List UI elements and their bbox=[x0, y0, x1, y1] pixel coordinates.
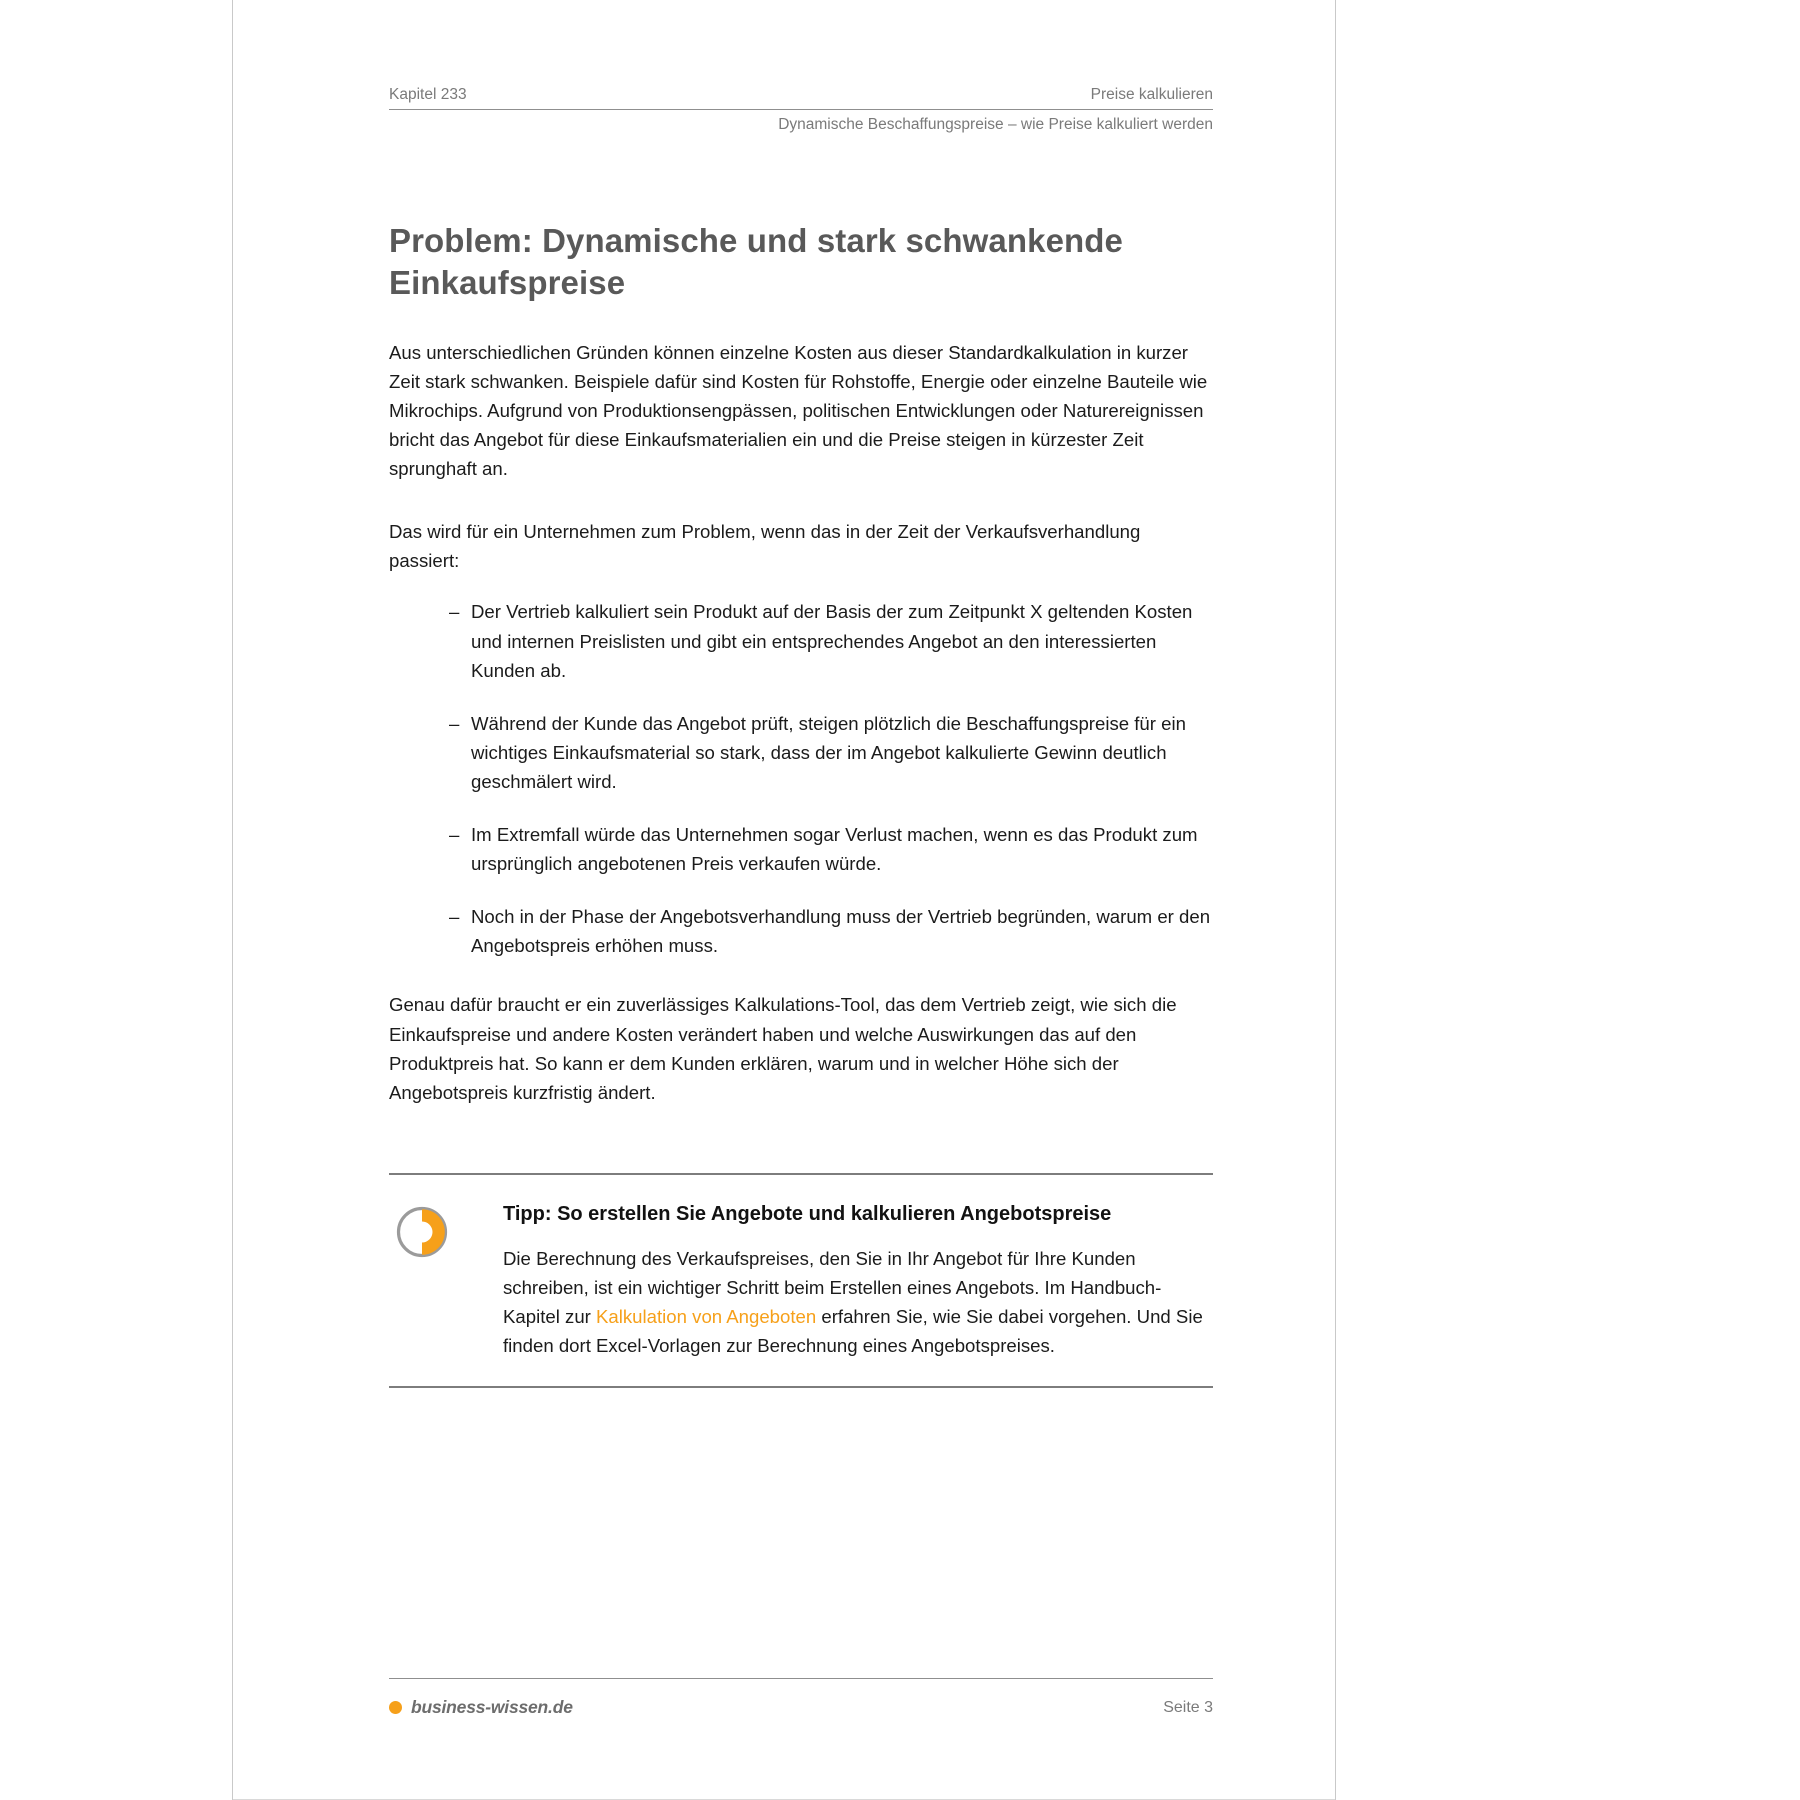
paragraph-closing: Genau dafür braucht er ein zuverlässiges Kalkulations-Tool, das dem Vertrieb zeigt, wie sich die Einkaufspreise und andere Kosten verändert haben und welche Auswirkungen das auf den Produktpreis hat. So kann er dem Kunden erklären, warum und in welcher Höhe sich der Angebotspreis kurzfristig ändert. bbox=[389, 994, 1177, 1103]
list-item bbox=[389, 709, 1213, 796]
dash-marker: – bbox=[449, 906, 460, 928]
tip-box bbox=[389, 1173, 1213, 1388]
list-item-text: Noch in der Phase der Angebotsverhandlung muss der Vertrieb begründen, warum er den Angebotspreis erhöhen muss. bbox=[471, 906, 1211, 957]
footer-row bbox=[389, 1679, 1213, 1718]
brand-name: business-wissen.de bbox=[411, 1697, 573, 1717]
list-item bbox=[389, 902, 1213, 960]
page-content bbox=[389, 0, 1213, 1388]
puzzle-circle-icon bbox=[395, 1205, 449, 1259]
running-header bbox=[389, 0, 1213, 136]
list-item bbox=[389, 820, 1213, 878]
header-top-row bbox=[389, 84, 1213, 109]
brand-dot-icon bbox=[389, 1701, 402, 1714]
dash-marker: – bbox=[449, 712, 460, 734]
page-footer bbox=[389, 1678, 1213, 1718]
header-topic: Preise kalkulieren bbox=[1090, 86, 1213, 103]
dash-marker: – bbox=[449, 824, 460, 846]
header-chapter: Kapitel 233 bbox=[389, 86, 467, 103]
tip-title: Tipp: So erstellen Sie Angebote und kalkulieren Angebotspreise bbox=[503, 1202, 1112, 1225]
document-page bbox=[232, 0, 1336, 1800]
paragraph-intro: Aus unterschiedlichen Gründen können einzelne Kosten aus dieser Standardkalkulation in kurzer Zeit stark schwanken. Beispiele dafür sind Kosten für Rohstoffe, Energie oder einzelne Bauteile wie Mikrochips. Aufgrund von Produktionsengpässen, politischen Entwicklungen oder Naturereignissen bricht das Angebot für diese Einkaufsmaterialien ein und die Preise steigen in kürzester Zeit sprunghaft an. bbox=[389, 341, 1208, 480]
list-item-text: Im Extremfall würde das Unternehmen sogar Verlust machen, wenn es das Produkt zum ursprünglich angebotenen Preis verkaufen würde. bbox=[471, 824, 1198, 875]
tip-text-before: Die Berechnung des Verkaufspreises, den Sie in Ihr Angebot für Ihre Kunden schreiben, ist ein wichtiger Schritt beim Erstellen eines Angebots. Im Handbuch-Kapitel zur bbox=[503, 1247, 1162, 1327]
list-item bbox=[389, 597, 1213, 684]
brand-logo bbox=[389, 1697, 573, 1718]
paragraph-lead-in: Das wird für ein Unternehmen zum Problem, wenn das in der Zeit der Verkaufsverhandlung passiert: bbox=[389, 521, 1141, 572]
list-item-text: Der Vertrieb kalkuliert sein Produkt auf der Basis der zum Zeitpunkt X geltenden Kosten und internen Preislisten und gibt ein entsprechendes Angebot an den interessierten Kunden ab. bbox=[471, 601, 1193, 681]
tip-text-after: erfahren Sie, wie Sie dabei vorgehen. Und Sie finden dort Excel-Vorlagen zur Berechnung eines Angebotspreises. bbox=[503, 1305, 1203, 1356]
page-number: Seite 3 bbox=[1163, 1698, 1213, 1716]
dash-marker: – bbox=[449, 601, 460, 623]
tip-link[interactable]: Kalkulation von Angeboten bbox=[596, 1305, 817, 1327]
tip-inner bbox=[389, 1201, 1213, 1360]
tip-text bbox=[503, 1244, 1213, 1360]
problem-list bbox=[389, 597, 1213, 960]
header-subtitle: Dynamische Beschaffungspreise – wie Preise kalkuliert werden bbox=[778, 116, 1213, 133]
page-title: Problem: Dynamische und stark schwankende Einkaufspreise bbox=[389, 222, 1123, 301]
list-item-text: Während der Kunde das Angebot prüft, steigen plötzlich die Beschaffungspreise für ein wichtiges Einkaufsmaterial so stark, dass der im Angebot kalkulierte Gewinn deutlich geschmälert wird. bbox=[471, 712, 1186, 792]
